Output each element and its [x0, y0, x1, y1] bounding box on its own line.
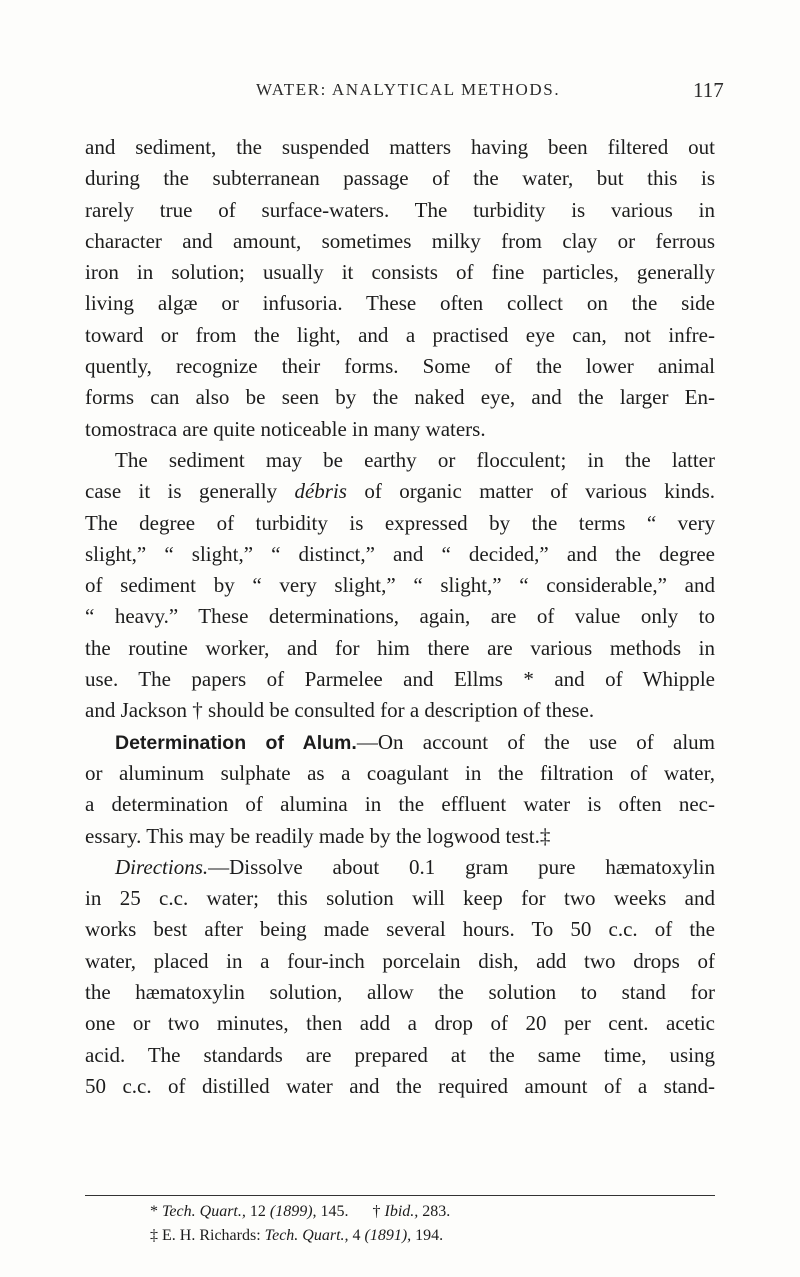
paragraph-start: [85, 852, 715, 883]
text-line: The degree of turbidity is expressed by the terms “ very: [85, 510, 715, 535]
footnotes: [150, 1200, 710, 1248]
text-line: during the subterranean passage of the water, but this is: [85, 166, 715, 191]
text-line: the routine worker, and for him there are various methods in: [85, 635, 715, 660]
text-line: [85, 476, 715, 507]
text-line: use. The papers of Parmelee and Ellms * and of Whipple: [85, 667, 715, 692]
footnote-page: 145.: [320, 1203, 349, 1220]
text-span: —Dissolve about 0.1 gram pure hæmatoxylin: [208, 854, 715, 879]
text-line: tomostraca are quite noticeable in many waters.: [85, 416, 486, 441]
text-span: case it is generally: [85, 479, 278, 504]
paragraph-start: The sediment may be earthy or flocculent; in the latter: [115, 447, 715, 472]
italic-term: débris: [294, 479, 347, 504]
footnote-source: Tech. Quart.,: [162, 1203, 246, 1220]
text-line: character and amount, sometimes milky from clay or ferrous: [85, 228, 715, 253]
footnote-rule: [85, 1195, 715, 1196]
running-head: WATER: ANALYTICAL METHODS.: [256, 80, 561, 99]
text-line: toward or from the light, and a practised eye can, not infre-: [85, 322, 715, 347]
text-line: “ heavy.” These determinations, again, are of value only to: [85, 604, 715, 629]
text-line: 50 c.c. of distilled water and the required amount of a stand-: [85, 1073, 715, 1098]
footnote-mark: *: [150, 1203, 158, 1220]
footnote-year: (1891),: [364, 1227, 412, 1244]
footnote-page: 194.: [415, 1227, 444, 1244]
footnote-source: Tech. Quart.,: [264, 1227, 349, 1244]
text-line: quently, recognize their forms. Some of the lower animal: [85, 354, 715, 379]
italic-heading: Directions.: [115, 854, 209, 879]
section-start: [85, 727, 715, 758]
text-span: —On account of the use of alum: [356, 729, 715, 754]
text-line: works best after being made several hours. To 50 c.c. of the: [85, 917, 715, 942]
footnote-volume: 4: [352, 1227, 361, 1244]
text-line: forms can also be seen by the naked eye, and the larger En-: [85, 385, 715, 410]
footnote-mark: ‡: [150, 1227, 158, 1244]
text-line: essary. This may be readily made by the logwood test.‡: [85, 823, 551, 848]
text-line: acid. The standards are prepared at the same time, using: [85, 1042, 715, 1067]
section-heading: Determination of Alum.: [115, 731, 357, 754]
text-line: one or two minutes, then add a drop of 20 per cent. acetic: [85, 1011, 715, 1036]
text-line: rarely true of surface-waters. The turbidity is various in: [85, 197, 715, 222]
footnote-year: (1899),: [269, 1203, 317, 1220]
page-number: 117: [693, 78, 724, 102]
text-line: slight,” “ slight,” “ distinct,” and “ decided,” and the degree: [85, 541, 715, 566]
footnote-volume: 12: [249, 1203, 266, 1220]
page-header: [0, 80, 800, 110]
text-line: a determination of alumina in the effluent water is often nec-: [85, 792, 715, 817]
text-line: the hæmatoxylin solution, allow the solution to stand for: [85, 980, 715, 1005]
text-line: in 25 c.c. water; this solution will keep for two weeks and: [85, 886, 715, 911]
text-line: and Jackson † should be consulted for a description of these.: [85, 698, 595, 723]
footnote-source: Ibid.,: [384, 1203, 419, 1220]
footnote-line: [150, 1224, 710, 1248]
footnote-page: 283.: [422, 1203, 451, 1220]
text-line: water, placed in a four-inch porcelain dish, add two drops of: [85, 948, 715, 973]
body-text: [85, 132, 715, 1102]
text-line: iron in solution; usually it consists of fine particles, generally: [85, 260, 715, 285]
footnote-line: [150, 1200, 710, 1224]
text-span: of organic matter of various kinds.: [364, 479, 716, 504]
text-line: and sediment, the suspended matters having been filtered out: [85, 135, 715, 159]
footnote-mark: †: [372, 1203, 381, 1220]
text-line: or aluminum sulphate as a coagulant in the filtration of water,: [85, 760, 715, 785]
text-line: living algæ or infusoria. These often collect on the side: [85, 291, 715, 316]
footnote-author: E. H. Richards:: [162, 1227, 261, 1244]
text-line: of sediment by “ very slight,” “ slight,” “ considerable,” and: [85, 573, 715, 598]
